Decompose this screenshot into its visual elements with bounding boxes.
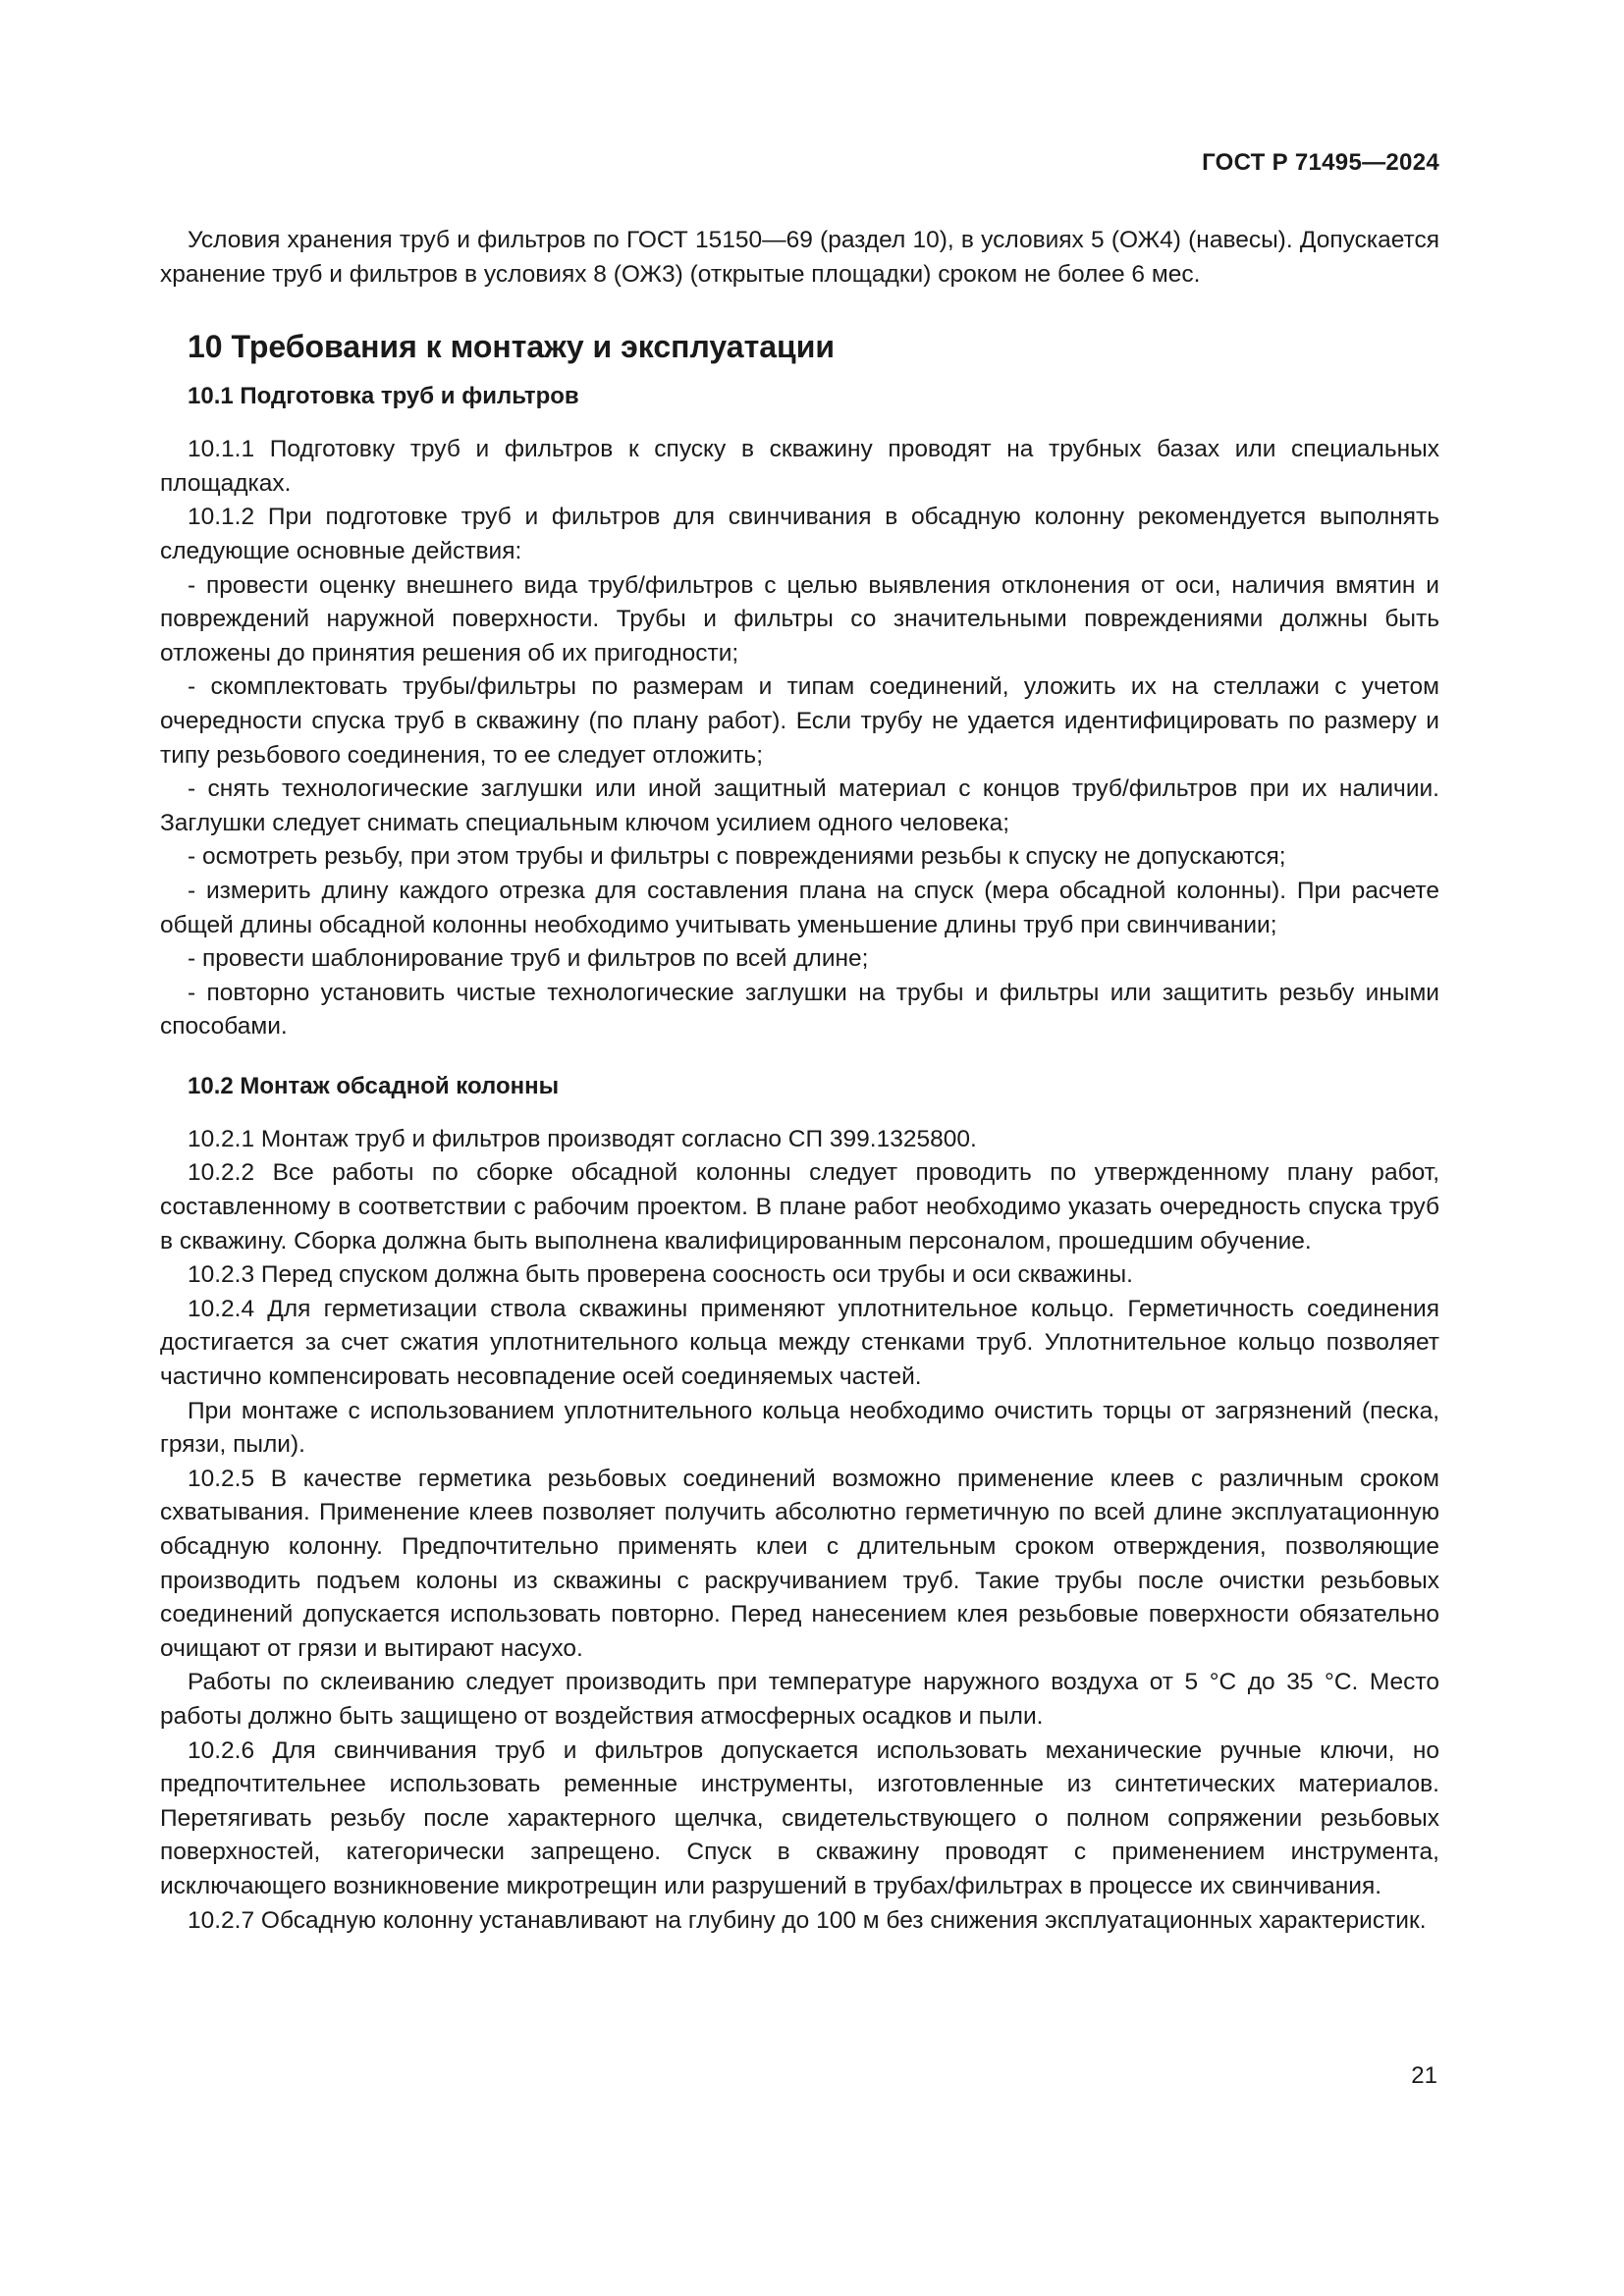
list-item: - повторно установить чистые технологические заглушки на трубы и фильтры или защитить резьбу иными способами. [160,979,1439,1041]
document-code-header: ГОСТ Р 71495—2024 [1202,149,1439,176]
paragraph-10-2-1: 10.2.1 Монтаж труб и фильтров производят согласно СП 399.1325800. [188,1125,977,1152]
list-item: - провести оценку внешнего вида труб/фильтров с целью выявления отклонения от оси, наличия вмятин и повреждений наружной поверхности. Трубы и фильтры со значительными повреждениями должны быть отложены до принятия решения об их пригодности; [160,571,1439,667]
list-item: - снять технологические заглушки или иной защитный материал с концов труб/фильтров при их наличии. Заглушки следует снимать специальным ключом усилием одного человека; [160,775,1439,836]
subsection-title-10-2: 10.2 Монтаж обсадной колонны [188,1072,560,1099]
list-item: - скомплектовать трубы/фильтры по размерам и типам соединений, уложить их на стеллажи с учетом очередности спуска труб в скважину (по плану работ). Если трубу не удается идентифицировать по размеру и типу резьбового соединения, то ее следует отложить; [160,673,1439,769]
paragraph-10-1-1: 10.1.1 Подготовку труб и фильтров к спуску в скважину проводят на трубных базах или специальных площадках. [160,436,1439,497]
paragraph-10-2-3: 10.2.3 Перед спуском должна быть проверена соосность оси трубы и оси скважины. [188,1261,1133,1289]
paragraph-10-2-2: 10.2.2 Все работы по сборке обсадной колонны следует проводить по утвержденному плану работ, составленному в соответствии с рабочим проектом. В плане работ необходимо указать очередность спуска труб в скважину. Сборка должна быть выполнена квалифицированным персоналом, прошедшим обучение. [160,1159,1439,1255]
paragraph-10-2-5: 10.2.5 В качестве герметика резьбовых соединений возможно применение клеев с различным сроком схватывания. Применение клеев позволяет получить абсолютно герметичную по всей длине эксплуатационную обсадную колонну. Предпочтительно применять клеи с длительным сроком отверждения, позволяющие производить подъем колоны из скважины с раскручиванием труб. Такие трубы после очистки резьбовых соединений допускается использовать повторно. Перед нанесением клея резьбовые поверхности обязательно очищают от грязи и вытирают насухо. [160,1465,1439,1662]
list-item: - провести шаблонирование труб и фильтров по всей длине; [188,945,869,973]
document-body [160,224,1439,1938]
paragraph-10-2-4-continued: При монтаже с использованием уплотнительного кольца необходимо очистить торцы от загрязнений (песка, грязи, пыли). [160,1397,1439,1459]
paragraph-10-1-2: 10.1.2 При подготовке труб и фильтров для свинчивания в обсадную колонну рекомендуется выполнять следующие основные действия: [160,504,1439,564]
subsection-title-10-1: 10.1 Подготовка труб и фильтров [188,383,579,410]
paragraph-10-2-7: 10.2.7 Обсадную колонну устанавливают на глубину до 100 м без снижения эксплуатационных характеристик. [188,1906,1427,1934]
storage-conditions-paragraph: Условия хранения труб и фильтров по ГОСТ 15150—69 (раздел 10), в условиях 5 (ОЖ4) (навесы). Допускается хранение труб и фильтров в условиях 8 (ОЖ3) (открытые площадки) сроком не более 6 мес. [160,227,1439,288]
paragraph-10-2-5-continued: Работы по склеиванию следует производить при температуре наружного воздуха от 5 °С до 35 °С. Место работы должно быть защищено от воздействия атмосферных осадков и пыли. [160,1669,1439,1730]
page-number: 21 [1411,2062,1437,2089]
paragraph-10-2-6: 10.2.6 Для свинчивания труб и фильтров допускается использовать механические ручные ключи, но предпочтительнее использовать ременные инструменты, изготовленные из синтетических материалов. Перетягивать резьбу после характерного щелчка, свидетельствующего о полном сопряжении резьбовых поверхностей, категорически запрещено. Спуск в скважину проводят с применением инструмента, исключающего возникновение микротрещин или разрушений в трубах/фильтрах в процессе их свинчивания. [160,1736,1439,1899]
section-title: 10 Требования к монтажу и эксплуатации [188,329,836,365]
paragraph-10-2-4: 10.2.4 Для герметизации ствола скважины применяют уплотнительное кольцо. Герметичность соединения достигается за счет сжатия уплотнительного кольца между стенками труб. Уплотнительное кольцо позволяет частично компенсировать несовпадение осей соединяемых частей. [160,1295,1439,1391]
list-item: - измерить длину каждого отрезка для составления плана на спуск (мера обсадной колонны). При расчете общей длины обсадной колонны необходимо учитывать уменьшение длины труб при свинчивании; [160,877,1439,938]
list-item: - осмотреть резьбу, при этом трубы и фильтры с повреждениями резьбы к спуску не допускаются; [188,843,1286,871]
